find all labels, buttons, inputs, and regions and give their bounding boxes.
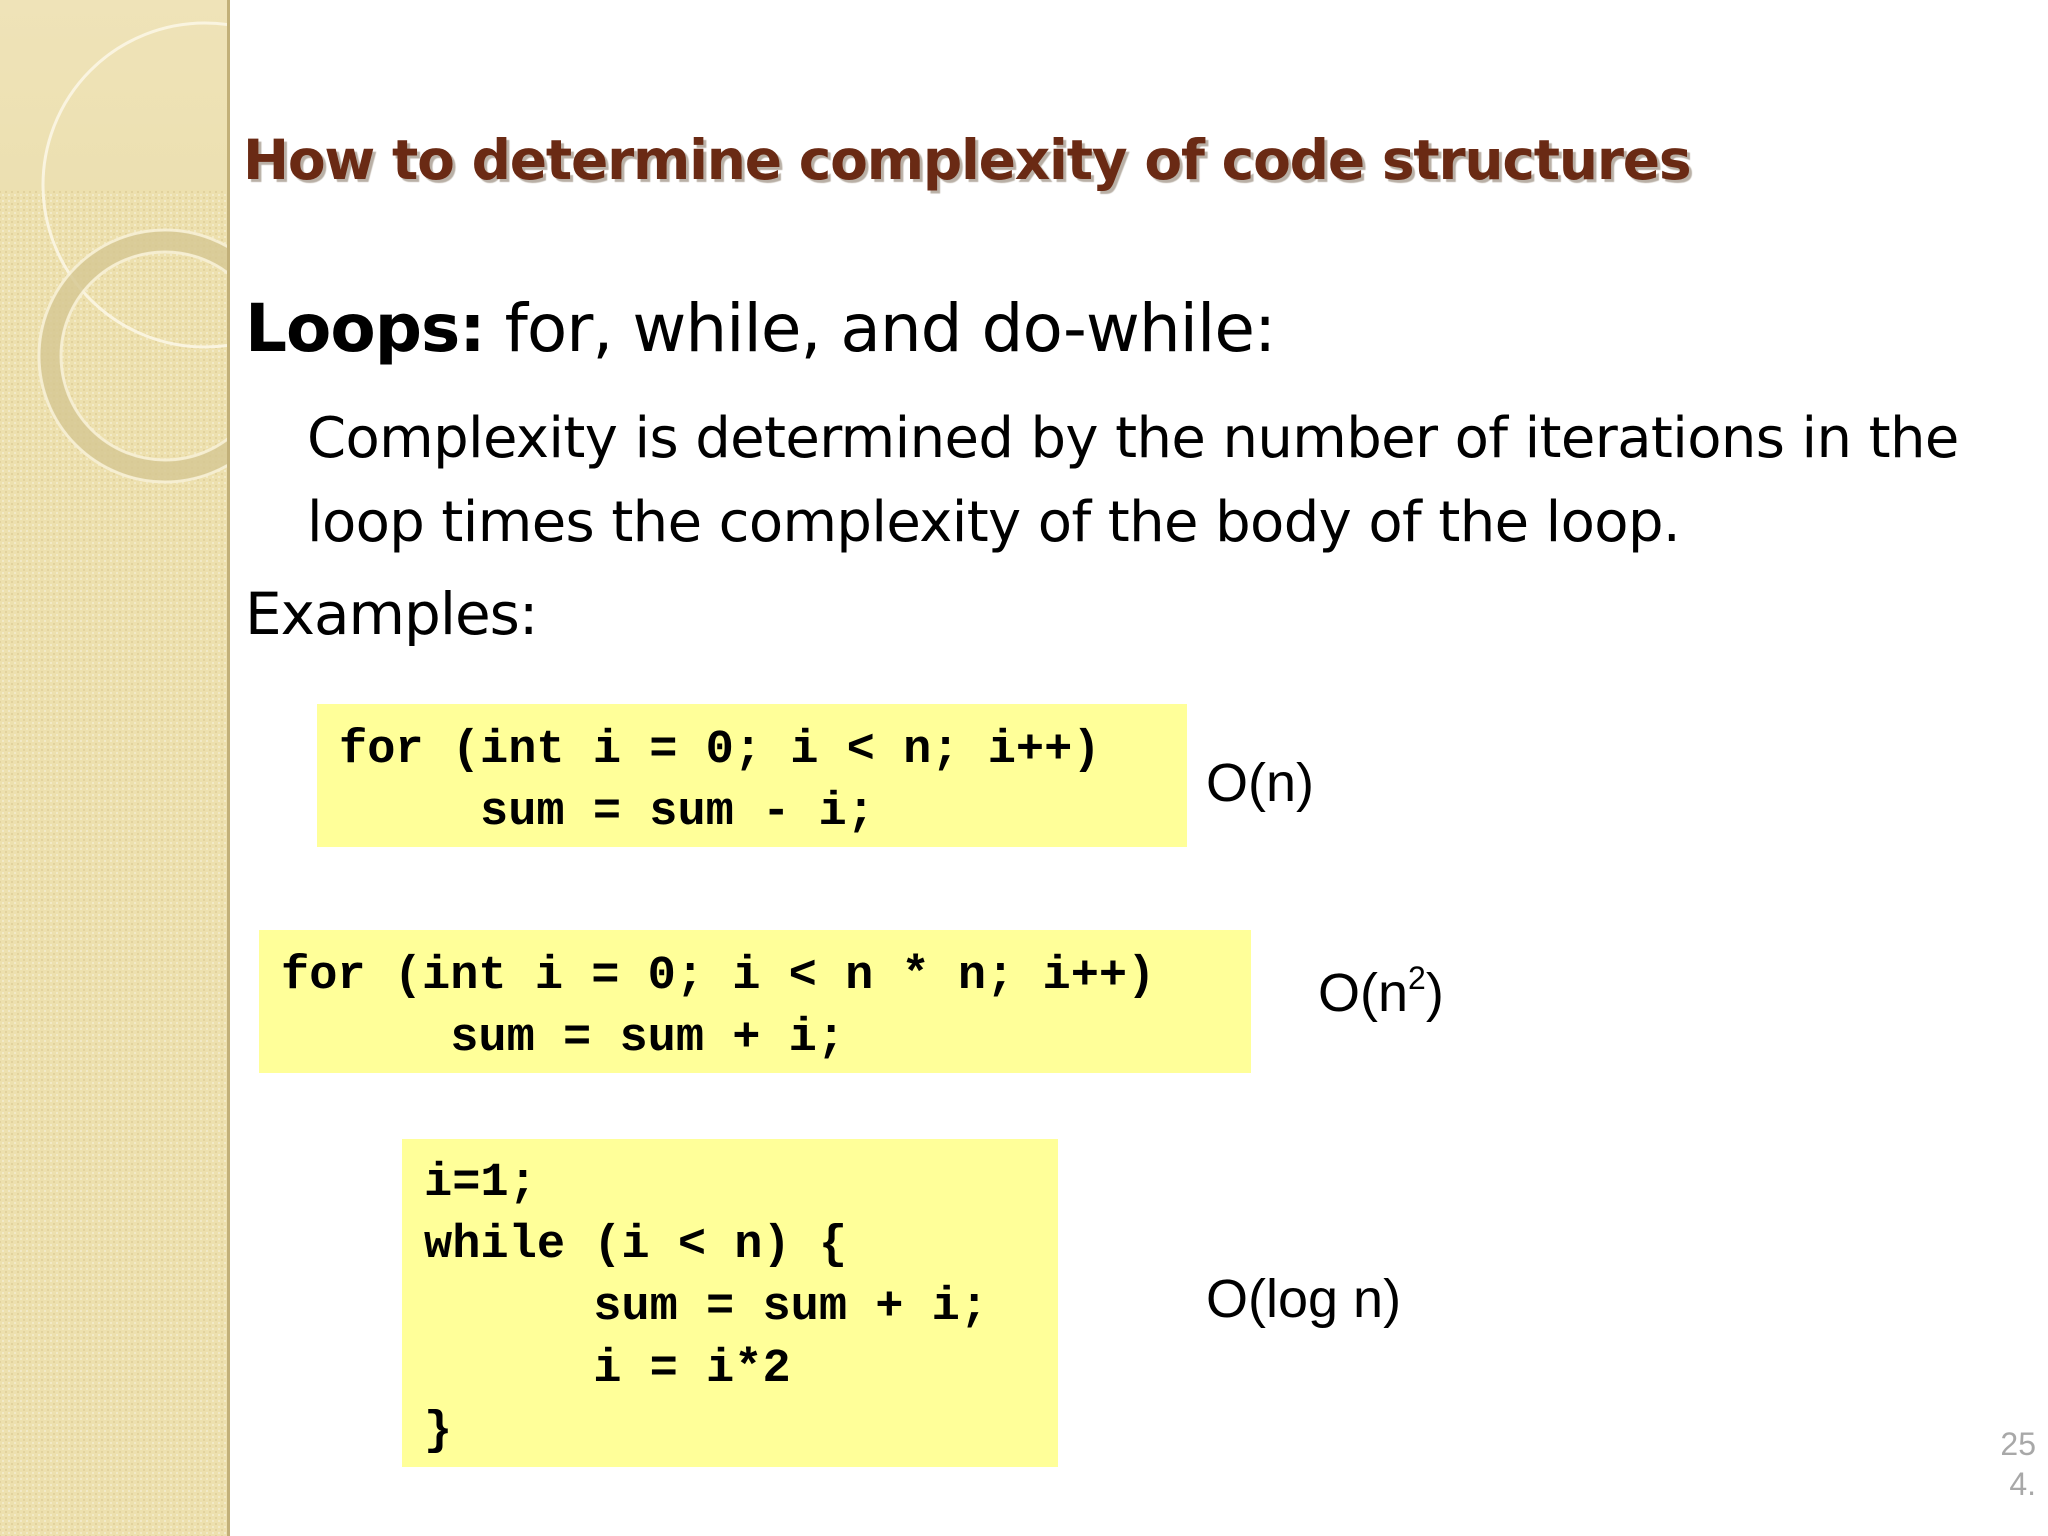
code-line: }: [424, 1405, 453, 1458]
code-line: for (int i = 0; i < n; i++): [339, 724, 1101, 777]
code-example-1: [317, 704, 1187, 847]
decorative-sidebar: [0, 0, 230, 1536]
page-number-line-2: 4.: [2009, 1466, 2036, 1502]
complexity-base: O(n: [1318, 963, 1409, 1023]
complexity-close: ): [1425, 963, 1444, 1023]
page-number: [1976, 1424, 2036, 1504]
page-number-line-1: 25: [2000, 1426, 2036, 1462]
paragraph-line-1: Complexity is determined by the number of iterations in the: [307, 406, 1959, 471]
slide-title: How to determine complexity of code structures: [243, 128, 1691, 192]
code-line: for (int i = 0; i < n * n; i++): [281, 950, 1156, 1003]
complexity-label-3: O(log n): [1206, 1269, 1402, 1329]
code-example-2: [259, 930, 1251, 1073]
code-line: i = i*2: [424, 1343, 791, 1396]
complexity-label-1: O(n): [1206, 753, 1314, 813]
complexity-label-2: [1318, 962, 1444, 1024]
heading-bold-label: Loops:: [245, 290, 485, 367]
paragraph-line-2: loop times the complexity of the body of the loop.: [307, 490, 1681, 555]
code-line: sum = sum + i;: [281, 1012, 846, 1065]
code-line: sum = sum + i;: [424, 1281, 989, 1334]
code-line: while (i < n) {: [424, 1219, 848, 1272]
code-line: i=1;: [424, 1157, 537, 1210]
examples-label: Examples:: [245, 580, 538, 648]
explanation-paragraph: [307, 397, 2027, 565]
decorative-rings-graphic: [0, 0, 230, 520]
complexity-exponent: 2: [1408, 960, 1426, 996]
code-example-3: [402, 1139, 1058, 1467]
heading-text: for, while, and do-while:: [484, 290, 1276, 367]
code-line: sum = sum - i;: [339, 786, 875, 839]
section-heading: [245, 290, 1275, 367]
